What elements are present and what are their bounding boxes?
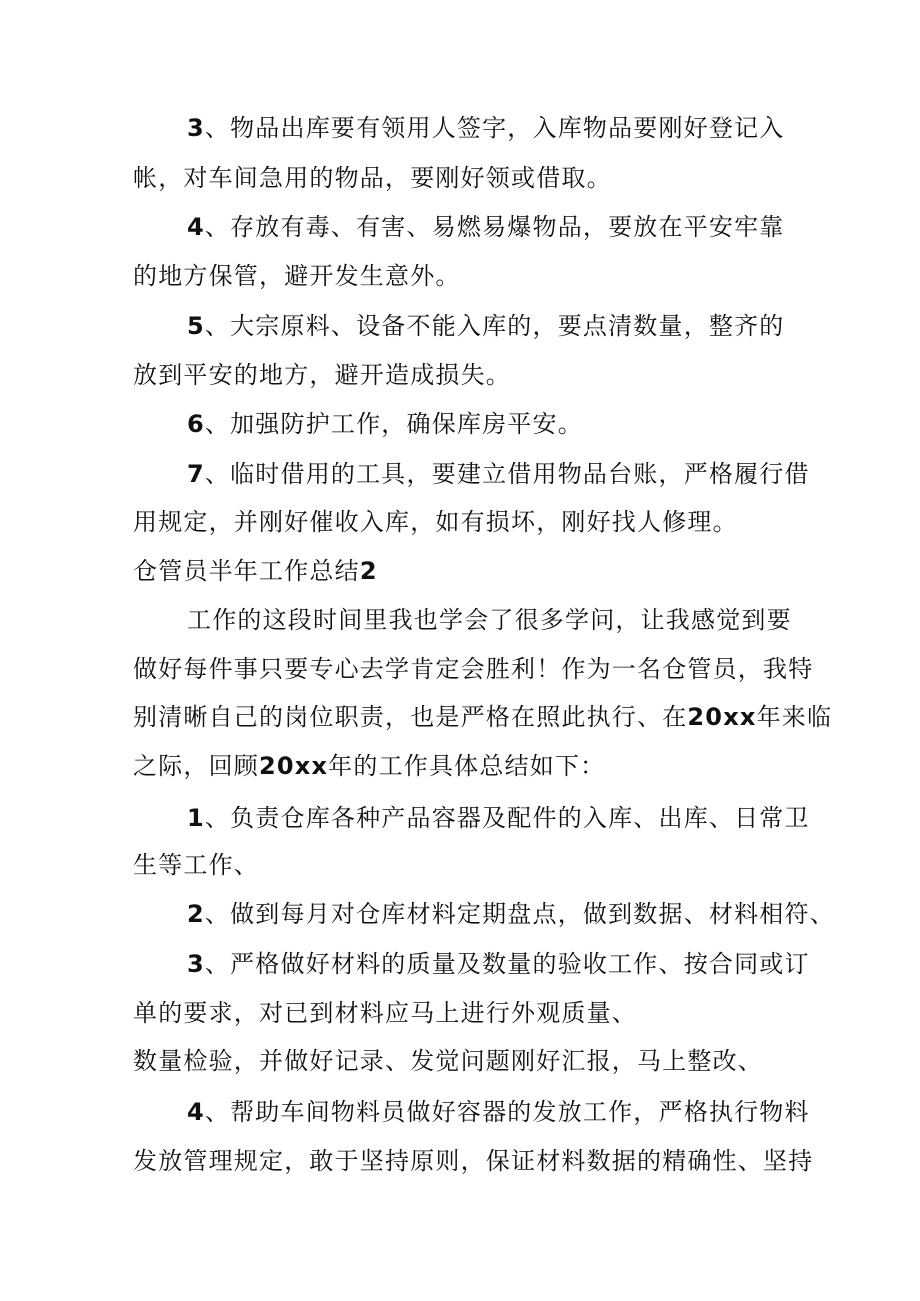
paragraph-line [133,507,738,537]
paragraph-line [187,311,785,341]
line-text: 放到平安的地方，避开造成损失。 [133,361,511,389]
line-text: 工作的这段时间里我也学会了很多学问，让我感觉到要 [187,606,792,634]
line-text: 别清晰自己的岗位职责，也是严格在照此执行、在 [133,703,688,731]
line-text: 、物品出库要有领用人签字，入库物品要刚好登记入 [204,114,785,142]
paragraph-line [133,360,511,390]
line-text: 帐，对车间急用的物品，要刚好领或借取。 [133,164,612,192]
line-text: 之际，回顾 [133,752,259,780]
year-text: 20xx [687,703,757,731]
item-number: 4 [187,1098,205,1126]
paragraph-line [133,751,605,781]
line-text: 、负责仓库各种产品容器及配件的入库、出库、日常卫 [204,804,810,832]
paragraph-line [133,163,612,193]
line-text: 、帮助车间物料员做好容器的发放工作，严格执行物料 [204,1098,810,1126]
paragraph-line [133,702,832,732]
paragraph-line [133,1146,813,1176]
line-text: 、严格做好材料的质量及数量的验收工作、按合同或订 [204,950,810,978]
item-number: 1 [187,804,205,832]
paragraph-line [187,803,810,833]
line-text: 、做到每月对仓库材料定期盘点，做到数据、材料相符、 [204,900,835,928]
item-number: 7 [187,460,205,488]
paragraph-line [187,949,810,979]
paragraph-line [187,113,785,143]
paragraph-line [133,261,461,291]
heading-number: 2 [359,557,378,585]
paragraph-line [187,1097,810,1127]
item-number: 6 [187,410,205,438]
item-number: 5 [187,312,205,340]
line-text: 数量检验，并做好记录、发觉问题刚好汇报，马上整改、 [133,1047,763,1075]
line-text: 生等工作、 [133,851,259,879]
line-text: 单的要求，对已到材料应马上进行外观质量、 [133,999,637,1027]
section-heading [133,556,378,586]
line-text: 、加强防护工作，确保库房平安。 [204,410,583,438]
paragraph-line [187,212,785,242]
item-number: 3 [187,114,205,142]
paragraph-line [187,899,835,929]
paragraph-line [187,409,583,439]
paragraph-line [187,605,792,635]
heading-text: 仓管员半年工作总结 [133,557,360,585]
year-text: 20xx [259,752,329,780]
line-text-cont: 年来临 [756,703,833,731]
item-number: 4 [187,213,205,241]
line-text: 、临时借用的工具，要建立借用物品台账，严格履行借 [204,460,810,488]
line-text: 用规定，并刚好催收入库，如有损坏，刚好找人修理。 [133,508,738,536]
line-text-cont: 年的工作具体总结如下： [328,752,606,780]
paragraph-line [133,850,259,880]
paragraph-line [133,1046,763,1076]
paragraph-line [187,459,810,489]
paragraph-line [133,654,813,684]
line-text: 、存放有毒、有害、易燃易爆物品，要放在平安牢靠 [204,213,785,241]
line-text: 、大宗原料、设备不能入库的，要点清数量，整齐的 [204,312,785,340]
item-number: 2 [187,900,205,928]
line-text: 的地方保管，避开发生意外。 [133,262,461,290]
line-text: 发放管理规定，敢于坚持原则，保证材料数据的精确性、坚持 [133,1147,814,1175]
line-text: 做好每件事只要专心去学肯定会胜利！作为一名仓管员，我特 [133,655,814,683]
paragraph-line [133,998,637,1028]
item-number: 3 [187,950,205,978]
